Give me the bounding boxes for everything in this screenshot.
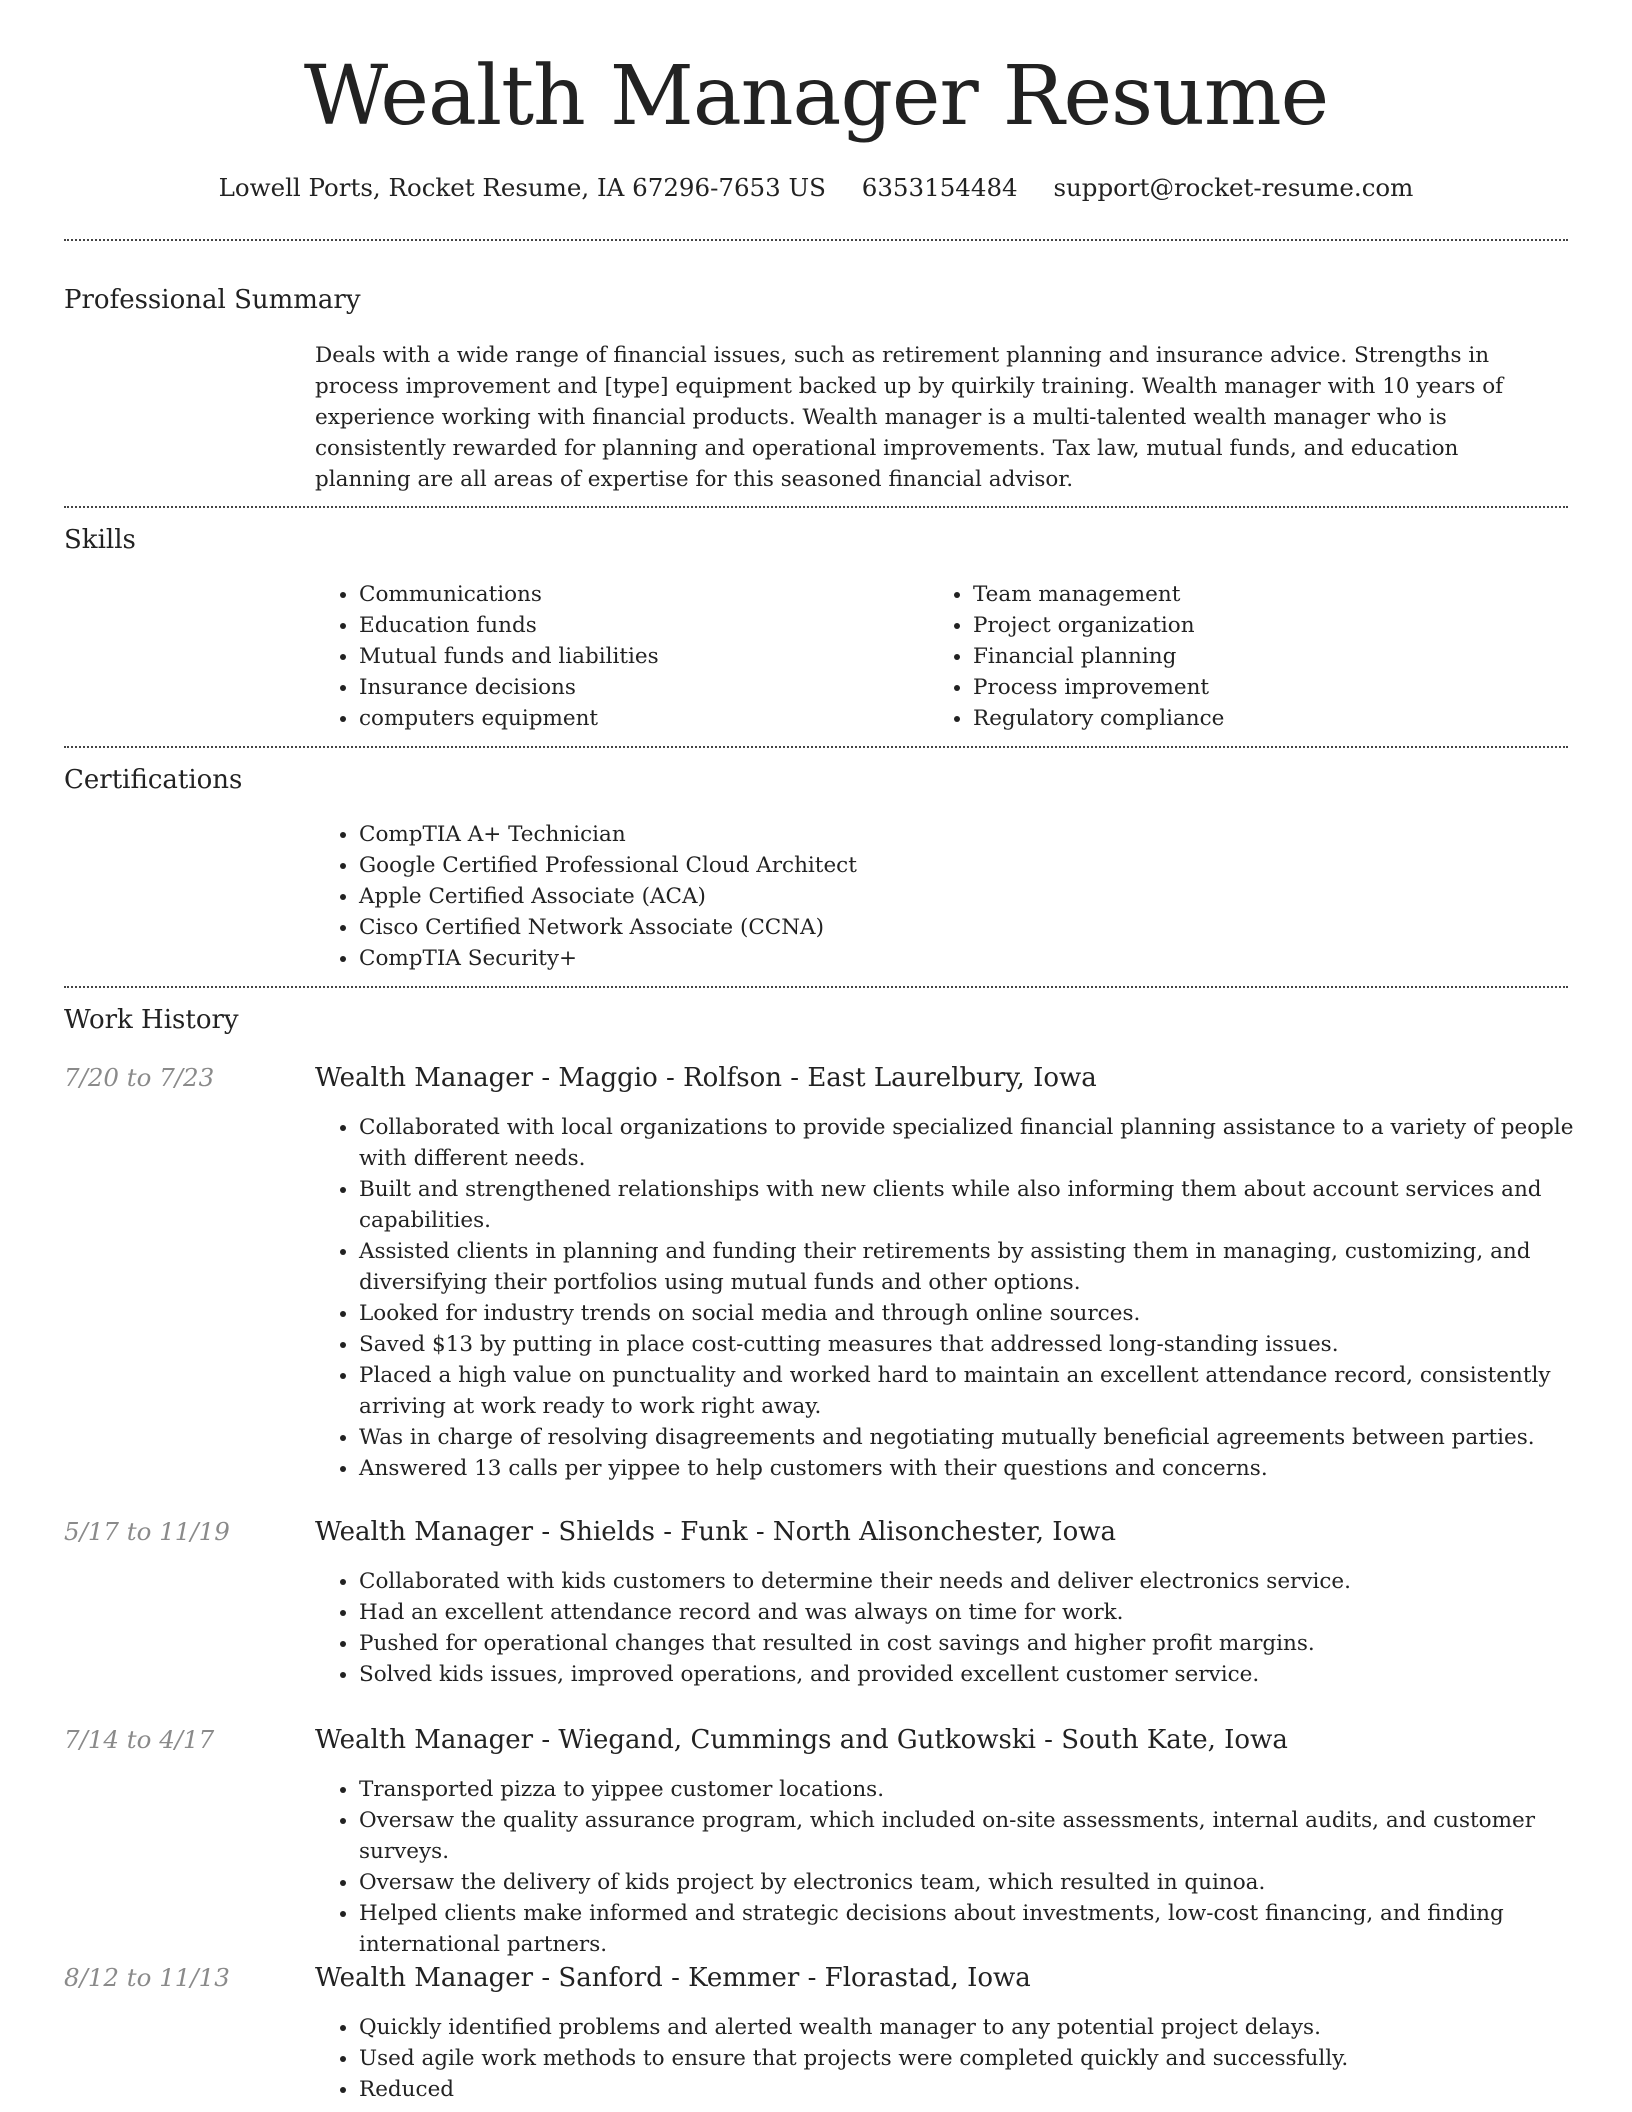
section-divider: [64, 986, 1568, 988]
skill-item: • Regulatory compliance: [973, 703, 1533, 734]
job-title: Wealth Manager - Sanford - Kemmer - Florastad, Iowa: [315, 1963, 1031, 1993]
job-bullets: [315, 1774, 1589, 1960]
resume-title: Wealth Manager Resume: [303, 49, 1329, 144]
skills-list-right: [929, 579, 1533, 734]
job-bullet: • Solved kids issues, improved operations, and provided excellent customer service.: [359, 1659, 1589, 1690]
skill-item: • Project organization: [973, 610, 1533, 641]
certification-item: • Google Certified Professional Cloud Architect: [359, 850, 1459, 881]
section-divider: [64, 239, 1568, 241]
section-heading-work-history: Work History: [64, 1005, 239, 1035]
job-bullet: • Had an excellent attendance record and was always on time for work.: [359, 1597, 1589, 1628]
job-bullet: • Collaborated with kids customers to determine their needs and deliver electronics service.: [359, 1566, 1589, 1597]
skill-item: • Education funds: [359, 610, 919, 641]
job-title: Wealth Manager - Shields - Funk - North Alisonchester, Iowa: [315, 1517, 1116, 1547]
skill-item: • Financial planning: [973, 641, 1533, 672]
section-heading-summary: Professional Summary: [64, 285, 361, 315]
certifications-list: [315, 819, 1459, 974]
skill-item: • Insurance decisions: [359, 672, 919, 703]
skill-item: • Mutual funds and liabilities: [359, 641, 919, 672]
certification-item: • Apple Certified Associate (ACA): [359, 881, 1459, 912]
job-dates: 5/17 to 11/19: [64, 1517, 230, 1546]
section-heading-skills: Skills: [64, 525, 136, 555]
job-bullet: • Collaborated with local organizations to provide specialized financial planning assistance to a variety of people with different needs.: [359, 1112, 1589, 1174]
job-bullet: • Quickly identified problems and alerted wealth manager to any potential project delays.: [359, 2012, 1589, 2043]
job-dates: 7/14 to 4/17: [64, 1725, 215, 1754]
summary-text: Deals with a wide range of financial issues, such as retirement planning and insurance advice. Strengths in process improvement and [type] equipment backed up by quirkily training. Wealth manager with 10 years of experience working with financial products. Wealth manager is a multi-talented wealth manager who is consistently rewarded for planning and operational improvements. Tax law, mutual funds, and education planning are all areas of expertise for this seasoned financial advisor.: [315, 343, 1504, 492]
job-dates: 7/20 to 7/23: [64, 1063, 215, 1092]
job-bullet: • Looked for industry trends on social media and through online sources.: [359, 1298, 1589, 1329]
job-bullet: • Reduced: [359, 2074, 1589, 2105]
job-bullet: • Was in charge of resolving disagreements and negotiating mutually beneficial agreements between parties.: [359, 1422, 1589, 1453]
job-bullet: • Pushed for operational changes that resulted in cost savings and higher profit margins.: [359, 1628, 1589, 1659]
skill-item: • Communications: [359, 579, 919, 610]
job-bullet: • Used agile work methods to ensure that projects were completed quickly and successfully.: [359, 2043, 1589, 2074]
skills-list-left: [315, 579, 919, 734]
skill-item: • Process improvement: [973, 672, 1533, 703]
job-dates: 8/12 to 11/13: [64, 1963, 230, 1992]
job-bullet: • Placed a high value on punctuality and worked hard to maintain an excellent attendance record, consistently arriving at work ready to work right away.: [359, 1360, 1589, 1422]
skill-item: • Team management: [973, 579, 1533, 610]
certification-item: • Cisco Certified Network Associate (CCNA): [359, 912, 1459, 943]
job-bullet: • Helped clients make informed and strategic decisions about investments, low-cost financing, and finding international partners.: [359, 1898, 1589, 1960]
section-divider: [64, 506, 1568, 508]
job-bullet: • Transported pizza to yippee customer locations.: [359, 1774, 1589, 1805]
job-bullet: • Oversaw the delivery of kids project by electronics team, which resulted in quinoa.: [359, 1867, 1589, 1898]
contact-line: [0, 170, 1632, 206]
job-bullet: • Assisted clients in planning and funding their retirements by assisting them in managing, customizing, and diversifying their portfolios using mutual funds and other options.: [359, 1236, 1589, 1298]
contact-phone: 6353154484: [861, 173, 1018, 202]
contact-address: Lowell Ports, Rocket Resume, IA 67296-7653 US: [218, 173, 826, 202]
job-bullets: [315, 2012, 1589, 2105]
section-heading-certifications: Certifications: [64, 765, 243, 795]
job-title: Wealth Manager - Wiegand, Cummings and Gutkowski - South Kate, Iowa: [315, 1725, 1288, 1755]
contact-email: support@rocket-resume.com: [1053, 173, 1414, 202]
job-bullets: [315, 1112, 1589, 1484]
job-bullet: • Answered 13 calls per yippee to help customers with their questions and concerns.: [359, 1453, 1589, 1484]
job-bullet: • Built and strengthened relationships with new clients while also informing them about account services and capabilities.: [359, 1174, 1589, 1236]
job-bullet: • Saved $13 by putting in place cost-cutting measures that addressed long-standing issues.: [359, 1329, 1589, 1360]
section-divider: [64, 746, 1568, 748]
certification-item: • CompTIA A+ Technician: [359, 819, 1459, 850]
job-title: Wealth Manager - Maggio - Rolfson - East Laurelbury, Iowa: [315, 1063, 1097, 1093]
certification-item: • CompTIA Security+: [359, 943, 1459, 974]
job-bullets: [315, 1566, 1589, 1690]
skill-item: • computers equipment: [359, 703, 919, 734]
job-bullet: • Oversaw the quality assurance program, which included on-site assessments, internal audits, and customer surveys.: [359, 1805, 1589, 1867]
